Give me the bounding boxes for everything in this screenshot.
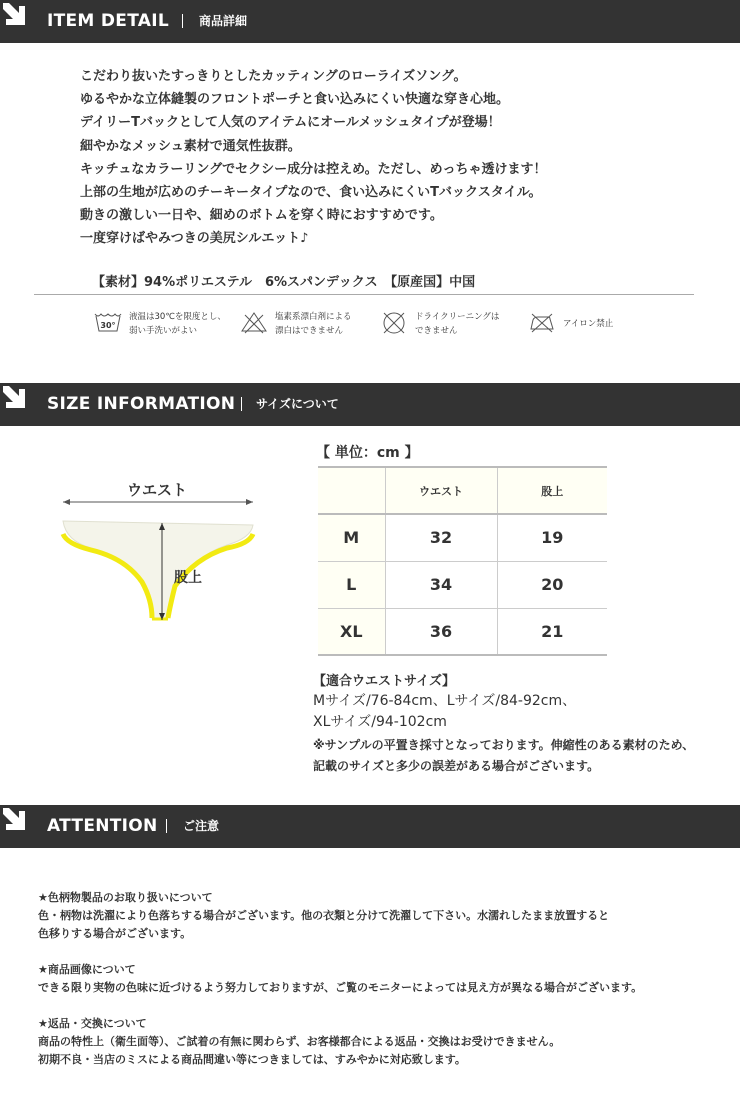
- attention-color-care: [38, 889, 728, 943]
- waist-cell: 36: [385, 608, 497, 655]
- waist-label: ウエスト: [127, 481, 188, 499]
- fit-waist-line: Mサイズ/76-84cm、Lサイズ/84-92cm、: [313, 693, 577, 709]
- waist-cell: 34: [385, 561, 497, 608]
- title-divider: [166, 819, 167, 833]
- rise-cell: 19: [497, 514, 607, 561]
- description-line: 動きの激しい一日や、細めのボトムを穿く時におすすめです。: [80, 208, 443, 224]
- care-text: ドライクリーニングは: [415, 312, 500, 322]
- attention-product-images: [38, 961, 728, 997]
- fit-waist-title: 【適合ウエストサイズ】: [313, 674, 455, 689]
- attention-text: 商品の特性上（衛生面等）、ご試着の有無に関わらず、お客様都合による返品・交換はお受けできません。: [38, 1035, 561, 1048]
- care-text: アイロン禁止: [563, 319, 614, 329]
- rise-cell: 20: [497, 561, 607, 608]
- description-line: デイリーTバックとして人気のアイテムにオールメッシュタイプが登場！: [80, 115, 501, 131]
- column-header-waist: ウエスト: [385, 467, 497, 514]
- care-text: 液温は30℃を限度とし、: [129, 312, 226, 322]
- fit-waist-line: XLサイズ/94-102cm: [313, 714, 447, 730]
- section-title: SIZE INFORMATION: [47, 394, 236, 414]
- care-text: 漂白はできません: [275, 326, 344, 336]
- rise-cell: 21: [497, 608, 607, 655]
- column-header-rise: 股上: [497, 467, 607, 514]
- attention-returns: [38, 1015, 728, 1069]
- no-iron-icon: [528, 310, 556, 334]
- attention-text: できる限り実物の色味に近づけるよう努力しておりますが、ご覧のモニターによっては見え方が異なる場合がございます。: [38, 981, 643, 994]
- column-header: [318, 467, 385, 514]
- section-subtitle: 商品詳細: [199, 14, 248, 28]
- description-line: ゆるやかな立体縫製のフロントポーチと食い込みにくい快適な穿き心地。: [80, 92, 510, 108]
- title-divider: [241, 397, 242, 411]
- care-iron: [528, 308, 638, 340]
- arrow-down-right-icon: [0, 0, 30, 30]
- title-divider: [182, 14, 183, 28]
- care-text: 塩素系漂白剤による: [275, 312, 352, 322]
- rise-label: 股上: [174, 570, 202, 586]
- description-line: 上部の生地が広めのチーキータイプなので、食い込みにくいTバックスタイル。: [80, 185, 542, 201]
- no-bleach-icon: [240, 310, 268, 334]
- section-title: ITEM DETAIL: [47, 11, 169, 31]
- size-table: [318, 466, 607, 656]
- arrow-down-right-icon: [0, 805, 30, 835]
- attention-heading: ★色柄物製品のお取り扱いについて: [38, 891, 213, 904]
- size-info-header: [0, 383, 740, 426]
- care-dry-clean: [380, 308, 520, 340]
- table-row: [318, 561, 607, 608]
- size-cell: XL: [318, 608, 385, 655]
- no-dry-clean-icon: [380, 310, 408, 334]
- attention-heading: ★返品・交換について: [38, 1017, 147, 1030]
- description-line: 細やかなメッシュ素材で通気性抜群。: [80, 138, 301, 154]
- care-text: 弱い手洗いがよい: [129, 326, 198, 336]
- description-line: 一度穿けばやみつきの美尻シルエット♪: [80, 231, 309, 247]
- description-line: キッチュなカラーリングでセクシー成分は控えめ。ただし、めっちゃ透けます！: [80, 161, 547, 177]
- care-wash: [94, 308, 234, 340]
- waist-cell: 32: [385, 514, 497, 561]
- section-title: ATTENTION: [47, 816, 158, 836]
- attention-header: [0, 805, 740, 848]
- care-text: できません: [415, 326, 458, 336]
- attention-text: 色移りする場合がございます。: [38, 927, 192, 940]
- material-info: 【素材】94%ポリエステル 6%スパンデックス 【原産国】中国: [92, 275, 476, 290]
- table-row: [318, 514, 607, 561]
- arrow-down-right-icon: [0, 383, 30, 413]
- wash-30-icon: [94, 310, 122, 334]
- divider: [34, 294, 694, 295]
- care-bleach: [240, 308, 370, 340]
- measurement-note: 記載のサイズと多少の誤差がある場合がございます。: [313, 759, 600, 773]
- item-detail-header: [0, 0, 740, 43]
- size-cell: L: [318, 561, 385, 608]
- garment-measurement-diagram: [55, 478, 265, 628]
- table-header-row: [318, 467, 607, 514]
- section-subtitle: ご注意: [183, 819, 220, 833]
- section-subtitle: サイズについて: [256, 397, 339, 411]
- table-row: [318, 608, 607, 655]
- attention-heading: ★商品画像について: [38, 963, 136, 976]
- attention-text: 色・柄物は洗濯により色落ちする場合がございます。他の衣類と分けて洗濯して下さい。水濡れしたまま放置すると: [38, 909, 610, 922]
- attention-text: 初期不良・当店のミスによる商品間違い等につきましては、すみやかに対応致します。: [38, 1053, 466, 1066]
- description-line: こだわり抜いたすっきりとしたカッティングのローライズソング。: [80, 69, 467, 84]
- measurement-note: ※サンプルの平置き採寸となっております。伸縮性のある素材のため、: [313, 738, 695, 752]
- size-cell: M: [318, 514, 385, 561]
- wash-temp-badge: 30°: [100, 321, 116, 330]
- product-description: [80, 65, 680, 251]
- unit-label: 【 単位：cm 】: [316, 445, 419, 461]
